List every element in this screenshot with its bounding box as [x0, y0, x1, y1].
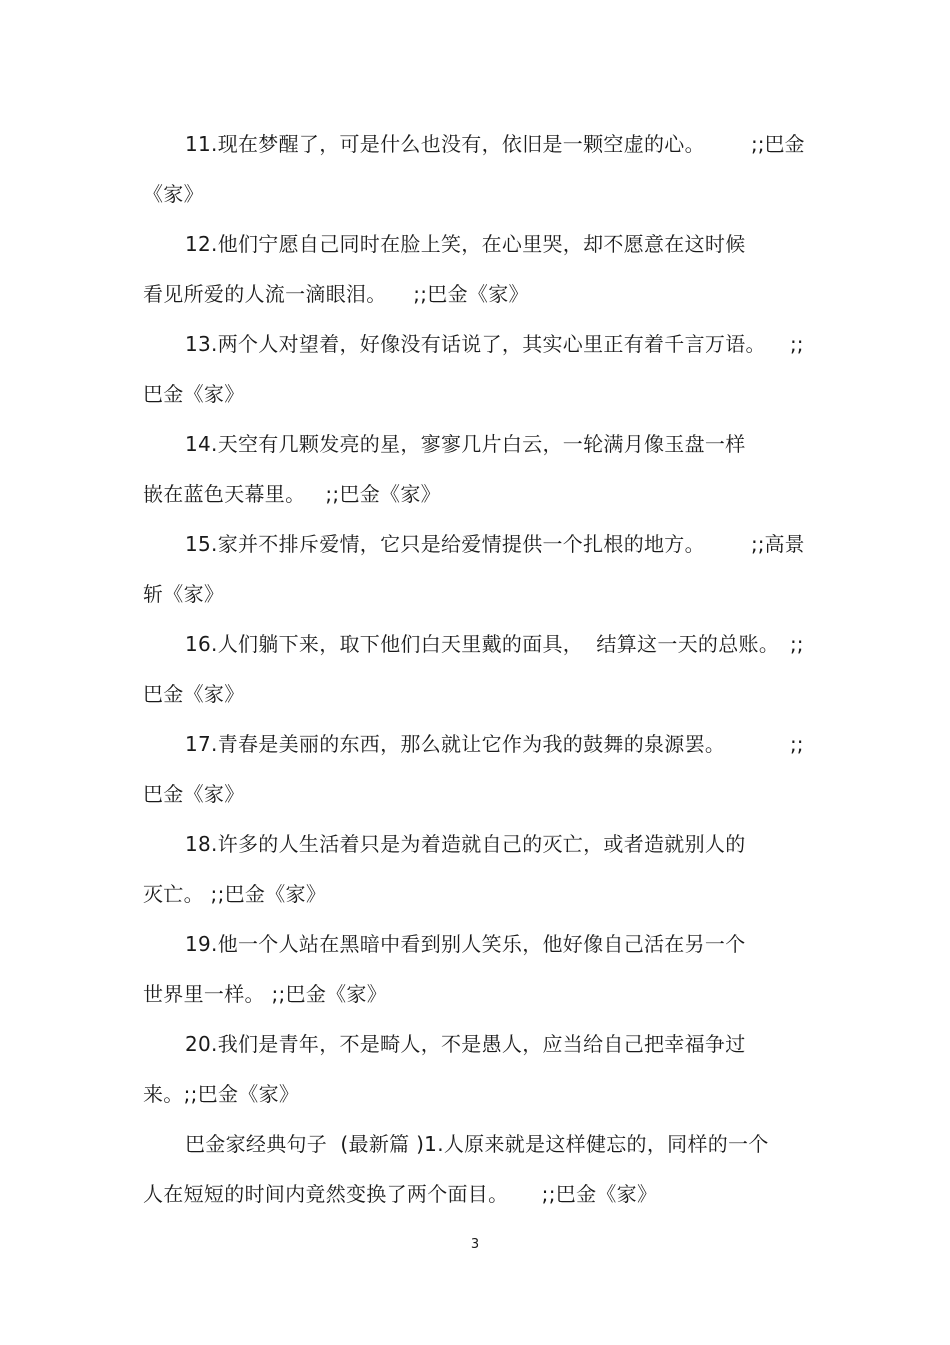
quote-20-line-1: 20.我们是青年，不是畸人，不是愚人，应当给自己把幸福争过 — [185, 1032, 746, 1056]
section-intro-line-2: 人在短短的时间内竟然变换了两个面目。 ;;巴金《家》 — [143, 1182, 658, 1206]
quote-14-line-1: 14.天空有几颗发亮的星，寥寥几片白云，一轮满月像玉盘一样 — [185, 432, 746, 456]
quote-19-line-2: 世界里一样。 ;;巴金《家》 — [143, 982, 388, 1006]
quote-11-line-2: 《家》 — [143, 182, 204, 206]
quote-17-source: ;; — [790, 732, 804, 756]
quote-11-line-1: 11.现在梦醒了，可是什么也没有，依旧是一颗空虚的心。 — [185, 132, 705, 156]
quote-14-line-2: 嵌在蓝色天幕里。 ;;巴金《家》 — [143, 482, 441, 506]
quote-17-line-2: 巴金《家》 — [143, 782, 245, 806]
quote-11-source: ;;巴金 — [751, 132, 805, 156]
section-intro-line-1: 巴金家经典句子 (最新篇 )1.人原来就是这样健忘的，同样的一个 — [185, 1132, 769, 1156]
quote-15-source: ;;高景 — [751, 532, 805, 556]
quote-17-line-1: 17.青春是美丽的东西，那么就让它作为我的鼓舞的泉源罢。 — [185, 732, 726, 756]
quote-19-line-1: 19.他一个人站在黑暗中看到别人笑乐，他好像自己活在另一个 — [185, 932, 746, 956]
quote-15-line-1: 15.家并不排斥爱情，它只是给爱情提供一个扎根的地方。 — [185, 532, 705, 556]
quote-16-line-2: 巴金《家》 — [143, 682, 245, 706]
quote-12-line-1: 12.他们宁愿自己同时在脸上笑，在心里哭，却不愿意在这时候 — [185, 232, 746, 256]
quote-13-source: ;; — [790, 332, 804, 356]
quote-13-line-1: 13.两个人对望着，好像没有话说了，其实心里正有着千言万语。 — [185, 332, 766, 356]
quote-16-source: ;; — [790, 632, 804, 656]
quote-20-line-2: 来。;;巴金《家》 — [143, 1082, 300, 1106]
page-number: 3 — [470, 1237, 480, 1252]
quote-18-line-1: 18.许多的人生活着只是为着造就自己的灭亡，或者造就别人的 — [185, 832, 746, 856]
quote-18-line-2: 灭亡。 ;;巴金《家》 — [143, 882, 327, 906]
quote-12-line-2: 看见所爱的人流一滴眼泪。 ;;巴金《家》 — [143, 282, 529, 306]
quote-15-line-2: 斩《家》 — [143, 582, 225, 606]
quote-13-line-2: 巴金《家》 — [143, 382, 245, 406]
quote-16-line-1: 16.人们躺下来，取下他们白天里戴的面具， 结算这一天的总账。 — [185, 632, 780, 656]
